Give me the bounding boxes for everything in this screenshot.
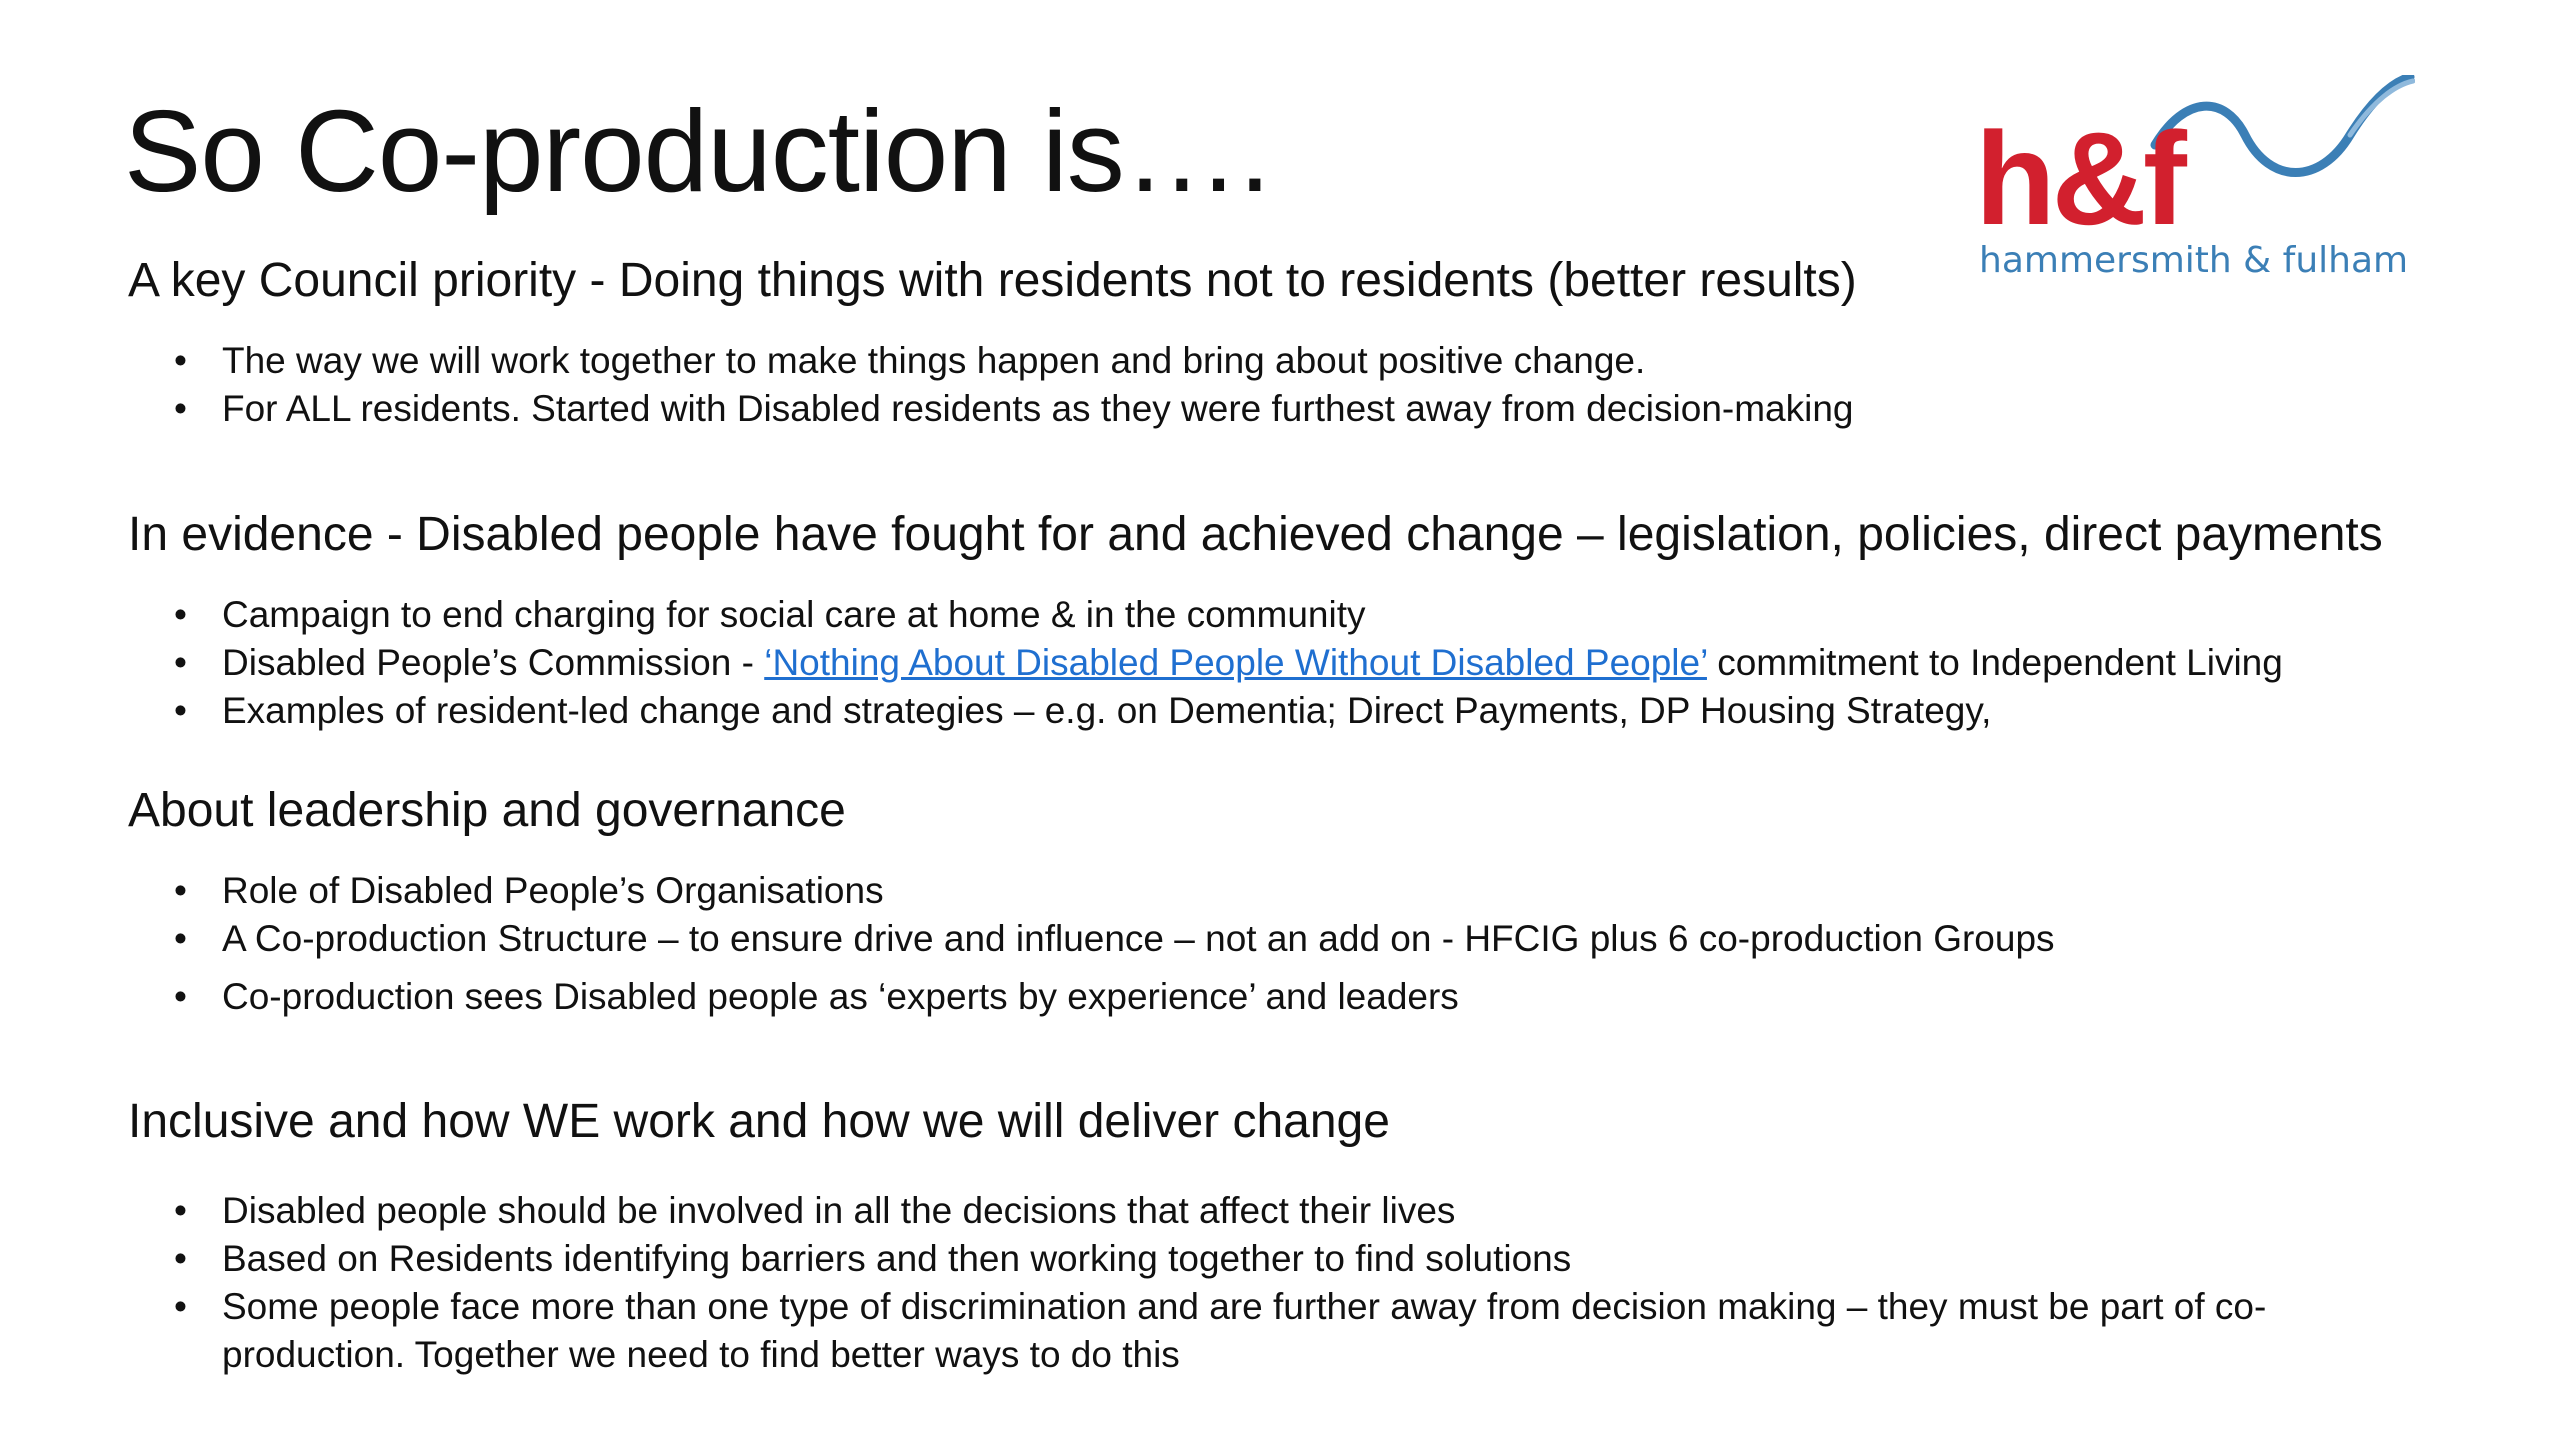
bullet-text: Disabled People’s Commission - xyxy=(222,642,765,684)
bullet-item: • Role of Disabled People’s Organisations xyxy=(222,867,2055,915)
section-heading-priority: A key Council priority - Doing things with residents not to residents (better results) xyxy=(128,254,1857,307)
slide-title: So Co-production is…. xyxy=(124,86,1270,216)
section-bullets-evidence xyxy=(222,591,2283,735)
section-heading-evidence: In evidence - Disabled people have fought for and achieved change – legislation, policies, direct payments xyxy=(128,508,2383,561)
logo-mark: h&f xyxy=(1975,105,2183,252)
bullet-item: • Campaign to end charging for social care at home & in the community xyxy=(222,591,2283,639)
section-heading-leadership: About leadership and governance xyxy=(128,784,846,837)
bullet-item: • Disabled people should be involved in all the decisions that affect their lives xyxy=(222,1187,2402,1235)
bullet-item: • Co-production sees Disabled people as ‘experts by experience’ and leaders xyxy=(222,973,2055,1021)
section-bullets-inclusive xyxy=(222,1187,2402,1379)
bullet-item: • The way we will work together to make things happen and bring about positive change. xyxy=(222,337,1854,385)
bullet-item: • Examples of resident-led change and strategies – e.g. on Dementia; Direct Payments, DP Housing Strategy, xyxy=(222,687,2283,735)
logo-swoosh-icon xyxy=(2145,75,2415,195)
logo-name: hammersmith & fulham xyxy=(1979,240,2409,281)
bullet-text: commitment to Independent Living xyxy=(1706,642,2283,684)
bullet-item-commission xyxy=(222,639,2283,687)
hf-logo xyxy=(1975,75,2415,290)
bullet-item: • For ALL residents. Started with Disabled residents as they were furthest away from decision-making xyxy=(222,385,1854,433)
bullet-item: • A Co-production Structure – to ensure drive and influence – not an add on - HFCIG plus 6 co-production Groups xyxy=(222,915,2055,963)
section-bullets-priority xyxy=(222,337,1854,433)
bullet-item: • Some people face more than one type of discrimination and are further away from decision making – they must be part of co-production. Together we need to find better ways to do this xyxy=(222,1283,2402,1379)
section-bullets-leadership xyxy=(222,867,2055,1021)
section-heading-inclusive: Inclusive and how WE work and how we will deliver change xyxy=(128,1095,1390,1148)
bullet-item: • Based on Residents identifying barriers and then working together to find solutions xyxy=(222,1235,2402,1283)
nothing-about-us-link[interactable]: ‘Nothing About Disabled People Without Disabled People’ xyxy=(764,642,1707,684)
